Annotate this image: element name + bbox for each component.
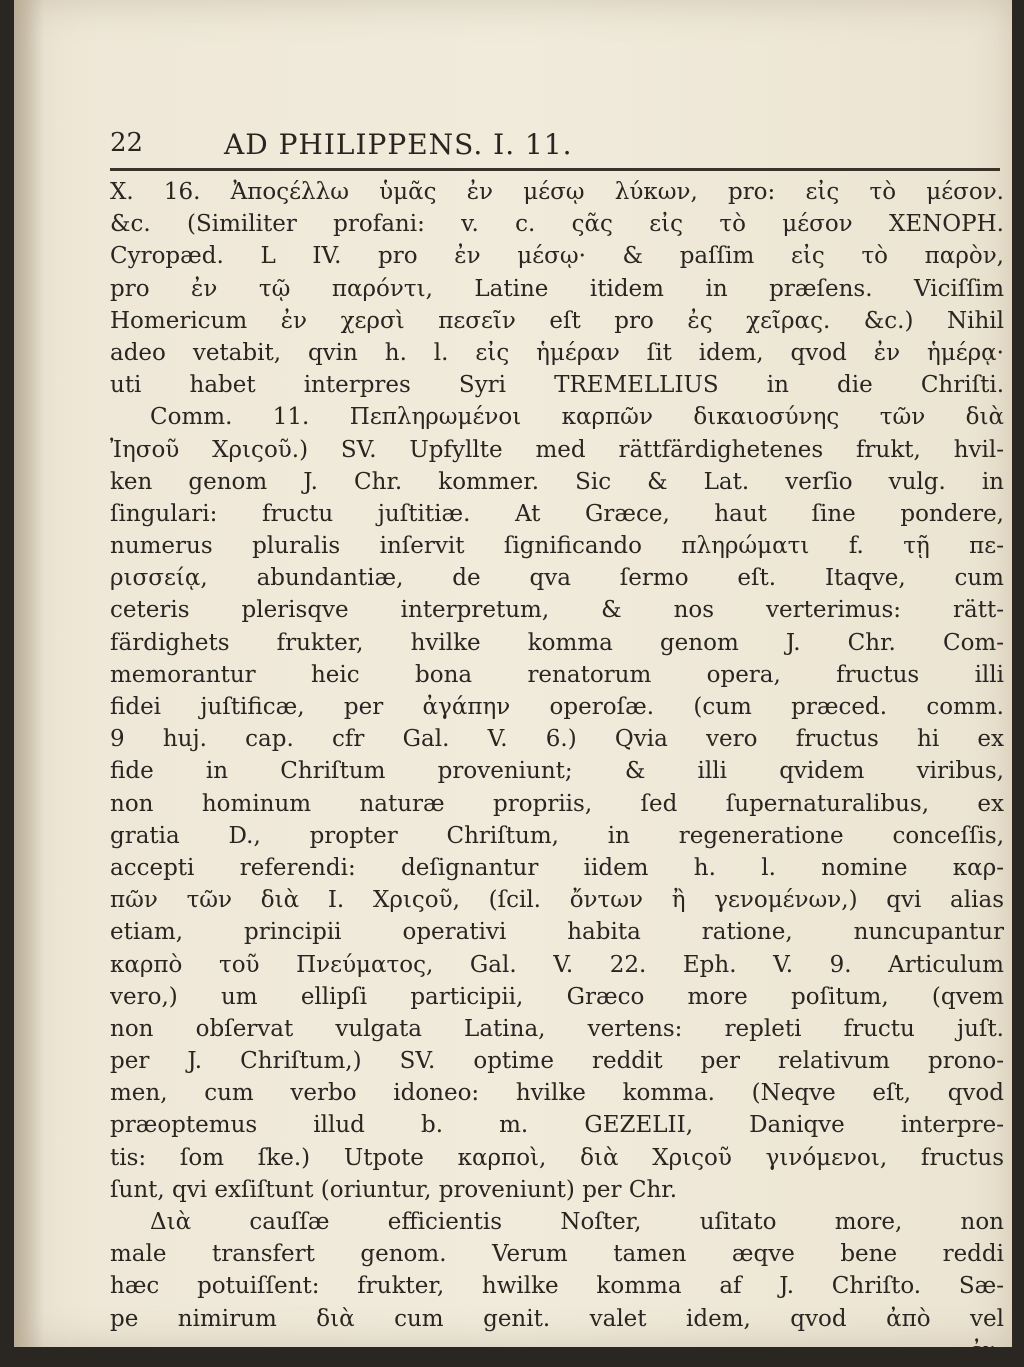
text-line: ρισσείᾳ, abundantiæ, de qva ſermo eſt. Itaqve, cum xyxy=(110,565,1004,592)
text-line: &c. (Similiter profani: v. c. ςᾶς εἰς τὸ μέσον XENOPH. xyxy=(110,211,1004,238)
text-line: præoptemus illud b. m. GEZELII, Daniqve interpre- xyxy=(110,1112,1004,1139)
text-line: gratia D., propter Chriſtum, in regeneratione conceſſis, xyxy=(110,822,1004,849)
text-line: non hominum naturæ propriis, ſed ſupernaturalibus, ex xyxy=(110,790,1004,817)
text-line: 9 huj. cap. cfr Gal. V. 6.) Qvia vero fructus hi ex xyxy=(110,726,1004,753)
text-line: memorantur heic bona renatorum opera, fructus illi xyxy=(110,661,1004,688)
text-line: hæc potuiſſent: frukter, hwilke komma af J. Chriſto. Sæ- xyxy=(110,1273,1004,1300)
text-line: ſunt, qvi exſiſtunt (oriuntur, proveniunt) per Chr. xyxy=(110,1176,678,1203)
book-page xyxy=(14,0,1012,1364)
text-line: Cyropæd. L IV. pro ἐν μέσῳ· & paſſim εἰς τὸ παρὸν, xyxy=(110,243,1004,270)
text-line: male transfert genom. Verum tamen æqve bene reddi xyxy=(110,1241,1004,1268)
text-line: pe nimirum διὰ cum genit. valet idem, qvod ἀπὸ vel xyxy=(110,1305,1004,1332)
text-line: uti habet interpres Syri TREMELLIUS in die Chriſti. xyxy=(110,372,1004,399)
page-gutter-shadow xyxy=(14,0,44,1347)
text-line: accepti referendi: deſignantur iidem h. l. nomine καρ- xyxy=(110,854,1004,881)
text-line: pro ἐν τῷ παρόντι, Latine itidem in præſens. Viciſſim xyxy=(110,275,1004,302)
text-line: Ἰησοῦ Χριςοῦ.) SV. Upfyllte med rättfärdighetenes frukt, hvil- xyxy=(110,436,1004,463)
running-header xyxy=(110,128,1000,168)
text-line: vero,) um ellipſi participii, Græco more poſitum, (qvem xyxy=(110,983,1004,1010)
text-line: Comm. 11. Πεπληρωμένοι καρπῶν δικαιοσύνης τῶν διὰ xyxy=(150,404,1004,431)
text-line: tis: ſom ſke.) Utpote καρποὶ, διὰ Χριςοῦ γινόμενοι, fructus xyxy=(110,1144,1004,1171)
text-line: fide in Chriſtum proveniunt; & illi qvidem viribus, xyxy=(110,758,1004,785)
catchword: ἐν. xyxy=(970,1337,1004,1364)
text-line: fidei juſtificæ, per ἀγάπην operoſæ. (cum præced. comm. xyxy=(110,694,1004,720)
text-line: ceteris plerisqve interpretum, & nos verterimus: rätt- xyxy=(110,597,1004,624)
body-text xyxy=(110,176,1004,1367)
running-title: AD PHILIPPENS. I. 11. xyxy=(224,128,573,161)
text-line: ken genom J. Chr. kommer. Sic & Lat. verſio vulg. in xyxy=(110,468,1004,495)
text-line: per J. Chriſtum,) SV. optime reddit per relativum prono- xyxy=(110,1048,1004,1075)
text-line: färdighets frukter, hvilke komma genom J. Chr. Com- xyxy=(110,629,1004,656)
page-number: 22 xyxy=(110,128,144,158)
text-line: καρπὸ τοῦ Πνεύματος, Gal. V. 22. Eph. V. 9. Articulum xyxy=(110,951,1004,978)
text-line: men, cum verbo idoneo: hvilke komma. (Neqve eſt, qvod xyxy=(110,1080,1004,1107)
header-rule xyxy=(110,168,1000,171)
text-line: πῶν τῶν διὰ I. Χριςοῦ, (ſcil. ὄντων ἢ γενομένων,) qvi alias xyxy=(110,887,1004,914)
text-line: non obſervat vulgata Latina, vertens: repleti fructu juſt. xyxy=(110,1015,1004,1042)
text-line: ſingulari: fructu juſtitiæ. At Græce, haut ſine pondere, xyxy=(110,500,1004,527)
text-line: Διὰ cauſſæ efficientis Noſter, uſitato more, non xyxy=(150,1209,1004,1235)
text-line: Homericum ἐν χερσὶ πεσεῖν eſt pro ἐς χεῖρας. &c.) Nihil xyxy=(110,307,1004,334)
text-line: numerus pluralis inſervit ſignificando πληρώματι f. τῇ πε- xyxy=(110,533,1004,560)
text-line: etiam, principii operativi habita ratione, nuncupantur xyxy=(110,919,1004,946)
text-line: X. 16. Ἀποςέλλω ὑμᾶς ἐν μέσῳ λύκων, pro: εἰς τὸ μέσον. xyxy=(110,179,1004,205)
text-line: adeo vetabit, qvin h. l. εἰς ἡμέραν ſit idem, qvod ἐν ἡμέρᾳ· xyxy=(110,339,1004,366)
